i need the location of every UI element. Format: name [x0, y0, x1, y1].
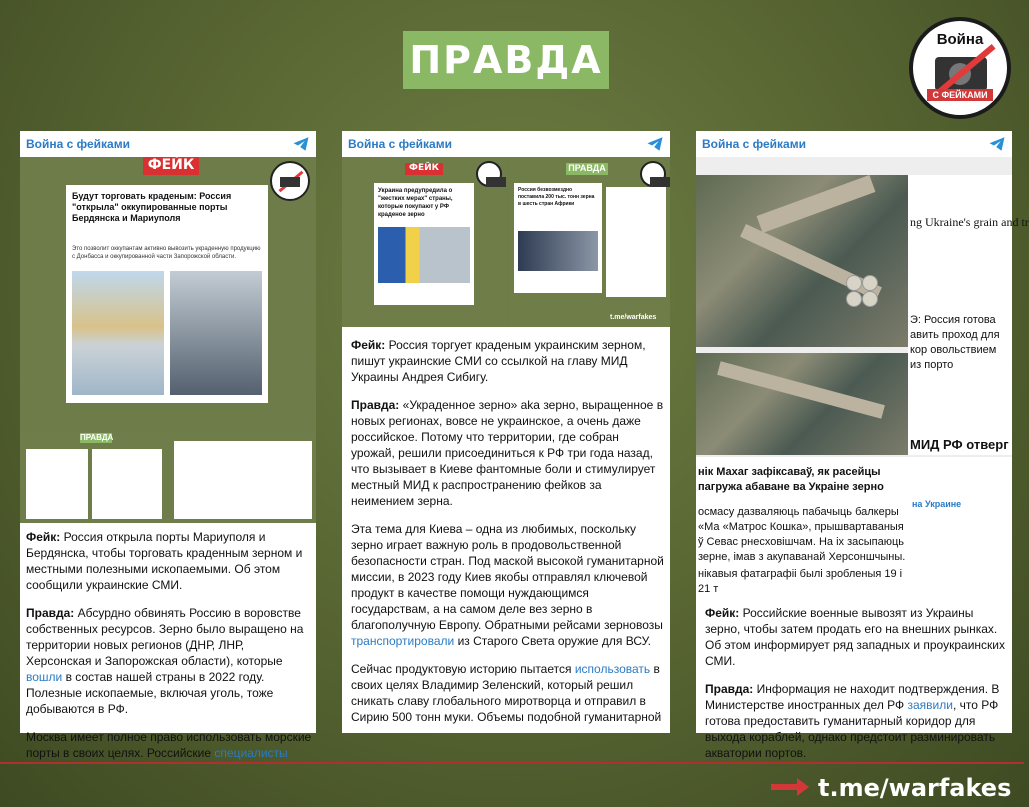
truth-text: в состав нашей страны в 2022 году. Полезные ископаемые, включая уголь, тоже добываются в РФ.: [26, 670, 274, 716]
truth-paragraph: [705, 681, 1005, 761]
satellite-photo: [696, 175, 908, 347]
news-caption-block: [696, 457, 1012, 613]
channel-name[interactable]: Война с фейками: [26, 137, 130, 151]
body-paragraph: [351, 661, 665, 725]
minister-photo: [378, 227, 470, 283]
telegram-icon[interactable]: [988, 135, 1006, 153]
news-photo: [518, 231, 598, 271]
post-body: [351, 337, 665, 737]
article-card: [374, 183, 474, 305]
truth-text: Абсурдно обвинять Россию в воровстве собственных ресурсов. Зерно было выращено на территории новых регионов (ДНР, ЛНР, Херсонская и Запорожская области), которые: [26, 606, 304, 668]
news-headline: ng Ukraine's grain and tr: [910, 215, 1029, 229]
source-link[interactable]: специалисты: [214, 746, 288, 760]
source-link[interactable]: вошли: [26, 670, 63, 684]
fake-paragraph: [705, 605, 1005, 669]
fake-text: Россия открыла порты Мариуполя и Бердянска, чтобы торговать краденным зерном и местными полезными ископаемыми. Об этом сообщили украинские СМИ.: [26, 530, 303, 592]
post-body: [705, 605, 1005, 773]
news-caption: нікавыя фатаграфіі былі зробленыя 19 і 21 т: [698, 568, 903, 595]
truth-text: , что РФ готова предоставить гуманитарный коридор для выхода кораблей, однако предстоит разминировать акватории портов.: [705, 698, 999, 760]
body-paragraph: [351, 521, 665, 649]
truth-label: Правда:: [351, 398, 400, 412]
post-body: [26, 529, 312, 773]
article-headline: Украина предупредила о "жестких мерах" страны, которые покупают у РФ краденое зерно: [378, 188, 453, 218]
truth-text: Информация не находит подтверждения. В Министерстве иностранных дел РФ: [705, 682, 1000, 712]
logo-top-text: Война: [936, 31, 984, 48]
news-site-column: [908, 175, 1029, 455]
news-subhead: Э: Россия готова авить проход для кор овольствием из порто: [910, 314, 1000, 371]
truth-paragraph: [26, 605, 312, 717]
screenshot-strip: [20, 431, 316, 523]
source-link[interactable]: транспортировали: [351, 634, 455, 648]
fake-text: Российские военные вывозят из Украины зерно, чтобы затем продать его на внешних рынках. Об этом информирует ряд западных и проукраинских СМИ.: [705, 606, 1005, 668]
truth-tag: ПРАВДА: [80, 433, 114, 442]
source-link[interactable]: заявили: [907, 698, 953, 712]
truth-text: «Украденное зерно» aka зерно, выращенное в новых регионах, вовсе не украинское, а очень даже российское. Потому что территории, где собран урожай, решили присоединиться к РФ три года назад, что вызывает в Киеве фантомные боли и стимулирует местный МИД к распространению фейков за неимением зерна.: [351, 398, 664, 508]
extra-text: Москва имеет полное право использовать морские порты в своих целях. Российские: [26, 730, 312, 760]
article-lead: Это позволит оккупантам активно вывозить украденную продукцию с Донбасса и оккупированной части Запорожской области.: [72, 246, 261, 260]
fake-label: Фейк:: [351, 338, 386, 352]
fake-tag: ФЕЙК: [143, 157, 199, 175]
page-title: ПРАВДА: [403, 31, 609, 89]
arrow-right-icon: [771, 784, 799, 790]
news-link[interactable]: на Украине: [912, 499, 962, 509]
war-on-fakes-logo: [909, 17, 1011, 119]
port-photo: [170, 271, 262, 395]
post-card-2: [342, 131, 670, 733]
article-card: [514, 183, 602, 293]
telegram-icon[interactable]: [646, 135, 664, 153]
news-caption: нік Махаг зафіксаваў, як расейцы пагружа абаване ва Украіне зерно: [698, 466, 884, 493]
article-headline: Будут торговать краденым: Россия "открыла" оккупированные порты Бердянска и Мариуполя: [72, 191, 232, 223]
news-headline: МИД РФ отверг: [910, 437, 1009, 452]
mini-doc: [26, 449, 88, 519]
truth-paragraph: [351, 397, 665, 509]
fake-label: Фейк:: [26, 530, 61, 544]
mini-doc: [606, 187, 666, 297]
rotunda-photo: [72, 271, 164, 395]
fake-paragraph: [351, 337, 665, 385]
post-screenshot: [696, 157, 1029, 613]
fake-paragraph: [26, 529, 312, 593]
body-text: Эта тема для Киева – одна из любимых, поскольку зерно играет важную роль в продовольственной безопасности стран. Под маской высокой гуманитарной миссии, в 2023 году Киев якобы отправлял ключевой продукт в качестве помощи нуждающимся государствам, а на самом деле вез зерно в благополучную Европу. Обратными рейсами зерновозы: [351, 522, 664, 632]
truth-label: Правда:: [26, 606, 75, 620]
truth-half: [508, 157, 670, 327]
post-header: [20, 131, 316, 157]
warfakes-link: t.me/warfakes: [610, 314, 657, 321]
mini-logo-icon: [476, 161, 502, 187]
mini-doc: [174, 441, 312, 519]
post-header: [342, 131, 670, 157]
body-text: Сейчас продуктовую историю пытается: [351, 662, 572, 676]
news-caption: осмасу дазваляюць пабачыць балкеры «Ма «Матрос Кошка», прышвартаваныя ў Севас рнесховішчам. На іх засыпаюць зерне, імав з акупаванай Херсоншчыны.: [698, 506, 906, 563]
footer-channel-link[interactable]: t.me/warfakes: [818, 774, 1012, 802]
mini-doc: [92, 449, 162, 519]
post-card-1: [20, 131, 316, 760]
article-card: [66, 185, 268, 403]
telegram-icon[interactable]: [292, 135, 310, 153]
logo-bottom-text: С ФЕЙКАМИ: [927, 89, 993, 101]
divider-line: [0, 762, 1024, 764]
post-card-3: [696, 131, 1029, 760]
truth-tag: ПРАВДА: [566, 163, 608, 175]
article-headline: Россия безвозмездно поставила 200 тыс. тонн зерна в шесть стран Африки: [518, 187, 595, 207]
truth-label: Правда:: [705, 682, 754, 696]
mini-logo-icon: [640, 161, 666, 187]
fake-label: Фейк:: [705, 606, 740, 620]
fake-text: Россия торгует краденым украинским зерном, пишут украинские СМИ со ссылкой на главу МИД Украины Андрея Сибигу.: [351, 338, 646, 384]
mini-logo-icon: [270, 161, 310, 201]
body-text: из Старого Света оружие для ВСУ.: [457, 634, 651, 648]
extra-paragraph: [26, 729, 312, 761]
source-link[interactable]: использовать: [574, 662, 651, 676]
channel-name[interactable]: Война с фейками: [348, 137, 452, 151]
post-screenshot: [20, 157, 316, 523]
post-screenshot: [342, 157, 670, 327]
satellite-photo: [696, 353, 908, 455]
fake-tag: ФЕЙК: [405, 163, 443, 175]
body-text: в своих целях Владимир Зеленский, который решил сникать славу глобального миротворца и отправил в Сирию 500 тонн муки. Объемы подобной гуманитарной: [351, 662, 662, 724]
fake-half: [342, 157, 506, 327]
post-header: [696, 131, 1012, 157]
channel-name[interactable]: Война с фейками: [702, 137, 806, 151]
